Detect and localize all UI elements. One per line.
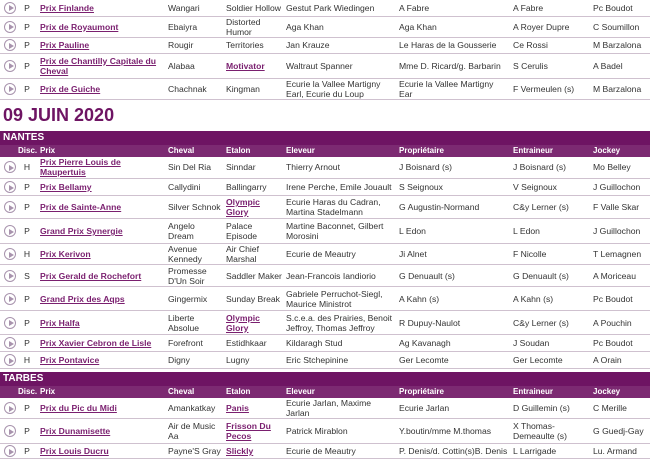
prix[interactable]: [38, 444, 166, 459]
etalon-link[interactable]: Olympic Glory: [226, 312, 260, 333]
jockey: J Guillochon: [591, 179, 650, 196]
cheval: Sin Del Ria: [166, 157, 224, 179]
discipline: P: [16, 287, 38, 311]
cheval: Air de Music Aa: [166, 419, 224, 444]
play-button[interactable]: [0, 53, 16, 78]
play-icon[interactable]: [4, 317, 16, 329]
cheval: Silver Schnok: [166, 196, 224, 219]
cheval: Liberte Absolue: [166, 311, 224, 335]
play-button[interactable]: [0, 157, 16, 179]
jockey: G Guedj-Gay: [591, 419, 650, 444]
proprietaire: L Edon: [397, 219, 511, 244]
entraineur: A Royer Dupre: [511, 16, 591, 37]
etalon: Air Chief Marshal: [224, 244, 284, 265]
play-button[interactable]: [0, 37, 16, 53]
entraineur: D Guillemin (s): [511, 398, 591, 419]
jockey: Pc Boudot: [591, 287, 650, 311]
column-header-row: [0, 145, 650, 157]
prix[interactable]: [38, 196, 166, 219]
race-row: [0, 0, 650, 16]
play-button[interactable]: [0, 287, 16, 311]
play-button[interactable]: [0, 311, 16, 335]
race-row: [0, 311, 650, 335]
play-button[interactable]: [0, 0, 16, 16]
discipline: P: [16, 335, 38, 352]
discipline: P: [16, 444, 38, 459]
prix[interactable]: [38, 398, 166, 419]
prix[interactable]: [38, 157, 166, 179]
jockey: Lu. Armand: [591, 444, 650, 459]
race-row: [0, 37, 650, 53]
prix[interactable]: [38, 265, 166, 287]
prix[interactable]: [38, 352, 166, 369]
eleveur: Ecurie la Vallee Martigny Earl, Ecurie du Loup: [284, 78, 397, 99]
entraineur: J Soudan: [511, 335, 591, 352]
proprietaire: Ecurie Jarlan: [397, 398, 511, 419]
play-icon[interactable]: [4, 181, 16, 193]
jockey: M Barzalona: [591, 37, 650, 53]
proprietaire: G Augustin-Normand: [397, 196, 511, 219]
play-icon[interactable]: [4, 354, 16, 366]
race-row: [0, 444, 650, 459]
play-icon[interactable]: [4, 60, 16, 72]
eleveur: Martine Baconnet, Gilbert Morosini: [284, 219, 397, 244]
etalon: Kingman: [224, 78, 284, 99]
play-icon[interactable]: [4, 248, 16, 260]
prix-link[interactable]: Prix Bellamy: [40, 182, 92, 192]
etalon: Palace Episode: [224, 219, 284, 244]
venue-title-row: [0, 372, 650, 386]
eleveur: Ecurie Haras du Cadran, Martina Stadelmann: [284, 196, 397, 219]
race-row: [0, 265, 650, 287]
cheval: Forefront: [166, 335, 224, 352]
etalon-link[interactable]: Panis: [226, 403, 249, 413]
discipline: P: [16, 398, 38, 419]
entraineur: F Vermeulen (s): [511, 78, 591, 99]
prix-link[interactable]: Prix du Pic du Midi: [40, 403, 117, 413]
proprietaire: G Denuault (s): [397, 265, 511, 287]
etalon: Sunday Break: [224, 287, 284, 311]
entraineur: C&y Lerner (s): [511, 196, 591, 219]
prix[interactable]: [38, 16, 166, 37]
play-button[interactable]: [0, 352, 16, 369]
entraineur: X Thomas-Demeaulte (s): [511, 419, 591, 444]
play-icon[interactable]: [4, 161, 16, 173]
eleveur: Ecurie Jarlan, Maxime Jarlan: [284, 398, 397, 419]
race-row: [0, 219, 650, 244]
cheval: Ebaiyra: [166, 16, 224, 37]
prix[interactable]: [38, 335, 166, 352]
proprietaire: Ecurie la Vallee Martigny Ear: [397, 78, 511, 99]
race-row: [0, 157, 650, 179]
race-row: [0, 287, 650, 311]
play-icon[interactable]: [4, 425, 16, 437]
proprietaire: S Seignoux: [397, 179, 511, 196]
date-heading: 09 JUIN 2020: [3, 104, 115, 125]
play-icon[interactable]: [4, 201, 16, 213]
discipline: P: [16, 196, 38, 219]
etalon[interactable]: [224, 311, 284, 335]
etalon-link[interactable]: Slickly: [226, 446, 254, 456]
cheval: Amankatkay: [166, 398, 224, 419]
play-button[interactable]: [0, 16, 16, 37]
discipline: P: [16, 179, 38, 196]
prix[interactable]: [38, 37, 166, 53]
race-row: [0, 244, 650, 265]
eleveur: Ecurie de Meautry: [284, 244, 397, 265]
cheval: Chachnak: [166, 78, 224, 99]
prix-link[interactable]: Prix de Royaumont: [40, 21, 119, 32]
race-row: [0, 16, 650, 37]
eleveur: Kildaragh Stud: [284, 335, 397, 352]
prix[interactable]: [38, 287, 166, 311]
play-button[interactable]: [0, 265, 16, 287]
prix-link[interactable]: Prix Xavier Cebron de Lisle: [40, 338, 152, 348]
prix[interactable]: [38, 78, 166, 99]
cheval: Alabaa: [166, 53, 224, 78]
etalon[interactable]: [224, 419, 284, 444]
prix-link[interactable]: Prix Dunamisette: [40, 426, 111, 436]
entraineur: Ger Lecomte: [511, 352, 591, 369]
play-icon[interactable]: [4, 445, 16, 457]
discipline: S: [16, 265, 38, 287]
header-proprietaire: Propriétaire: [399, 145, 444, 155]
race-row: [0, 352, 650, 369]
cheval: Rougir: [166, 37, 224, 53]
etalon-link[interactable]: Motivator: [226, 60, 265, 71]
eleveur: Waltraut Spanner: [284, 53, 397, 78]
race-row: [0, 419, 650, 444]
prix-link[interactable]: Prix Gerald de Rochefort: [40, 270, 142, 281]
discipline: P: [16, 419, 38, 444]
prix-link[interactable]: Prix Halfa: [40, 317, 80, 328]
race-row: [0, 335, 650, 352]
jockey: A Moriceau: [591, 265, 650, 287]
header-play: [0, 386, 16, 398]
play-icon[interactable]: [4, 83, 16, 95]
cheval: Digny: [166, 352, 224, 369]
venue-title-row: [0, 131, 650, 145]
prix-link[interactable]: Prix Louis Ducru: [40, 446, 109, 456]
header-eleveur: Eleveur: [286, 145, 315, 155]
play-button[interactable]: [0, 444, 16, 459]
entraineur: S Cerulis: [511, 53, 591, 78]
race-row: [0, 398, 650, 419]
play-icon[interactable]: [4, 39, 16, 51]
proprietaire: A Kahn (s): [397, 287, 511, 311]
proprietaire: Ji Alnet: [397, 244, 511, 265]
jockey: Pc Boudot: [591, 335, 650, 352]
header-jockey: Jockey: [593, 145, 621, 155]
entraineur: L Larrigade: [511, 444, 591, 459]
play-button[interactable]: [0, 335, 16, 352]
entraineur: A Fabre: [511, 0, 591, 16]
eleveur: Irene Perche, Emile Jouault: [284, 179, 397, 196]
eleveur: Jean-Francois Iandiorio: [284, 265, 397, 287]
play-icon[interactable]: [4, 337, 16, 349]
play-icon[interactable]: [4, 225, 16, 237]
proprietaire: Ag Kavanagh: [397, 335, 511, 352]
discipline: H: [16, 352, 38, 369]
discipline: P: [16, 16, 38, 37]
etalon[interactable]: [224, 196, 284, 219]
header-disc: Disc.: [18, 145, 38, 155]
prix-link[interactable]: Grand Prix des Aqps: [40, 293, 125, 304]
play-button[interactable]: [0, 398, 16, 419]
jockey: C Soumillon: [591, 16, 650, 37]
eleveur: S.c.e.a. des Prairies, Benoit Jeffroy, Thomas Jeffroy: [284, 311, 397, 335]
cheval: Gingermix: [166, 287, 224, 311]
eleveur: Gestut Park Wiedingen: [284, 0, 397, 16]
proprietaire: Ger Lecomte: [397, 352, 511, 369]
discipline: P: [16, 37, 38, 53]
prix-link[interactable]: Prix de Guiche: [40, 83, 101, 94]
etalon: Territories: [224, 37, 284, 53]
entraineur: Ce Rossi: [511, 37, 591, 53]
discipline: P: [16, 78, 38, 99]
prix-link[interactable]: Prix Finlande: [40, 2, 94, 13]
header-proprietaire: Propriétaire: [399, 387, 444, 396]
column-header-row: [0, 386, 650, 398]
etalon: Ballingarry: [224, 179, 284, 196]
etalon[interactable]: [224, 53, 284, 78]
play-icon[interactable]: [4, 402, 16, 414]
cheval: Promesse D'Un Soir: [166, 265, 224, 287]
proprietaire: Aga Khan: [397, 16, 511, 37]
prix[interactable]: [38, 219, 166, 244]
prix[interactable]: [38, 179, 166, 196]
prix-link[interactable]: Grand Prix Synergie: [40, 226, 123, 236]
entraineur: A Kahn (s): [511, 287, 591, 311]
etalon: Distorted Humor: [224, 16, 284, 37]
header-eleveur: Eleveur: [286, 387, 315, 396]
entraineur: J Boisnard (s): [511, 157, 591, 179]
etalon[interactable]: [224, 444, 284, 459]
cheval: Callydini: [166, 179, 224, 196]
entraineur: C&y Lerner (s): [511, 311, 591, 335]
proprietaire: R Dupuy-Naulot: [397, 311, 511, 335]
header-disc: Disc.: [18, 387, 38, 396]
header-play: [0, 145, 16, 157]
jockey: A Badel: [591, 53, 650, 78]
play-icon[interactable]: [4, 293, 16, 305]
prix[interactable]: [38, 0, 166, 16]
eleveur: Thierry Arnout: [284, 157, 397, 179]
venue-title: NANTES: [0, 131, 650, 145]
proprietaire: Y.boutin/mme M.thomas: [397, 419, 511, 444]
etalon-link[interactable]: Frisson Du Pecos: [226, 421, 271, 441]
play-icon[interactable]: [4, 2, 16, 14]
race-row: [0, 78, 650, 99]
jockey: M Barzalona: [591, 78, 650, 99]
discipline: P: [16, 53, 38, 78]
play-button[interactable]: [0, 78, 16, 99]
jockey: C Merille: [591, 398, 650, 419]
header-etalon: Etalon: [226, 387, 251, 396]
prix[interactable]: [38, 53, 166, 78]
entraineur: V Seignoux: [511, 179, 591, 196]
jockey: Pc Boudot: [591, 0, 650, 16]
entraineur: L Edon: [511, 219, 591, 244]
proprietaire: Le Haras de la Gousserie: [397, 37, 511, 53]
header-cheval: Cheval: [168, 145, 195, 155]
prix-link[interactable]: Prix Pierre Louis de Maupertuis: [40, 157, 121, 178]
play-icon[interactable]: [4, 270, 16, 282]
proprietaire: J Boisnard (s): [397, 157, 511, 179]
jockey: A Orain: [591, 352, 650, 369]
venue-title: TARBES: [0, 372, 650, 386]
play-button[interactable]: [0, 196, 16, 219]
proprietaire: A Fabre: [397, 0, 511, 16]
eleveur: Eric Stchepinine: [284, 352, 397, 369]
header-prix: Prix: [40, 145, 56, 155]
etalon: Saddler Maker: [224, 265, 284, 287]
jockey: J Guillochon: [591, 219, 650, 244]
prix[interactable]: [38, 419, 166, 444]
header-jockey: Jockey: [593, 387, 621, 396]
discipline: H: [16, 157, 38, 179]
play-button[interactable]: [0, 419, 16, 444]
header-cheval: Cheval: [168, 387, 195, 396]
prix[interactable]: [38, 244, 166, 265]
cheval: Avenue Kennedy: [166, 244, 224, 265]
jockey: T Lemagnen: [591, 244, 650, 265]
jockey: F Valle Skar: [591, 196, 650, 219]
prix-link[interactable]: Prix Kerivon: [40, 249, 91, 259]
play-button[interactable]: [0, 179, 16, 196]
prix-link[interactable]: Prix de Chantilly Capitale du Cheval: [40, 55, 157, 76]
discipline: P: [16, 311, 38, 335]
play-button[interactable]: [0, 219, 16, 244]
race-row: [0, 179, 650, 196]
proprietaire: Mme D. Ricard/g. Barbarin: [397, 53, 511, 78]
eleveur: Gabriele Perruchot-Siegl, Maurice Ministrot: [284, 287, 397, 311]
etalon[interactable]: [224, 398, 284, 419]
header-entraineur: Entraineur: [513, 387, 554, 396]
prix-link[interactable]: Prix Pauline: [40, 40, 90, 50]
entraineur: F Nicolle: [511, 244, 591, 265]
header-etalon: Etalon: [226, 145, 251, 155]
header-entraineur: Entraineur: [513, 145, 554, 155]
cheval: Wangari: [166, 0, 224, 16]
etalon: Sinndar: [224, 157, 284, 179]
jockey: Mo Belley: [591, 157, 650, 179]
eleveur: Patrick Mirablon: [284, 419, 397, 444]
discipline: H: [16, 244, 38, 265]
discipline: P: [16, 0, 38, 16]
etalon: Soldier Hollow: [224, 0, 284, 16]
race-row: [0, 53, 650, 78]
cheval: Angelo Dream: [166, 219, 224, 244]
eleveur: Ecurie de Meautry: [284, 444, 397, 459]
play-icon[interactable]: [4, 21, 16, 33]
eleveur: Jan Krauze: [284, 37, 397, 53]
cheval: Payne'S Gray: [166, 444, 224, 459]
etalon-link[interactable]: Olympic Glory: [226, 197, 260, 217]
proprietaire: P. Denis/d. Cottin(s)B. Denis: [397, 444, 511, 459]
header-prix: Prix: [40, 387, 56, 396]
etalon: Lugny: [224, 352, 284, 369]
prix[interactable]: [38, 311, 166, 335]
entraineur: G Denuault (s): [511, 265, 591, 287]
etalon: Estidhkaar: [224, 335, 284, 352]
prix-link[interactable]: Prix de Sainte-Anne: [40, 202, 122, 212]
jockey: A Pouchin: [591, 311, 650, 335]
eleveur: Aga Khan: [284, 16, 397, 37]
play-button[interactable]: [0, 244, 16, 265]
discipline: P: [16, 219, 38, 244]
prix-link[interactable]: Prix Pontavice: [40, 355, 100, 365]
race-row: [0, 196, 650, 219]
